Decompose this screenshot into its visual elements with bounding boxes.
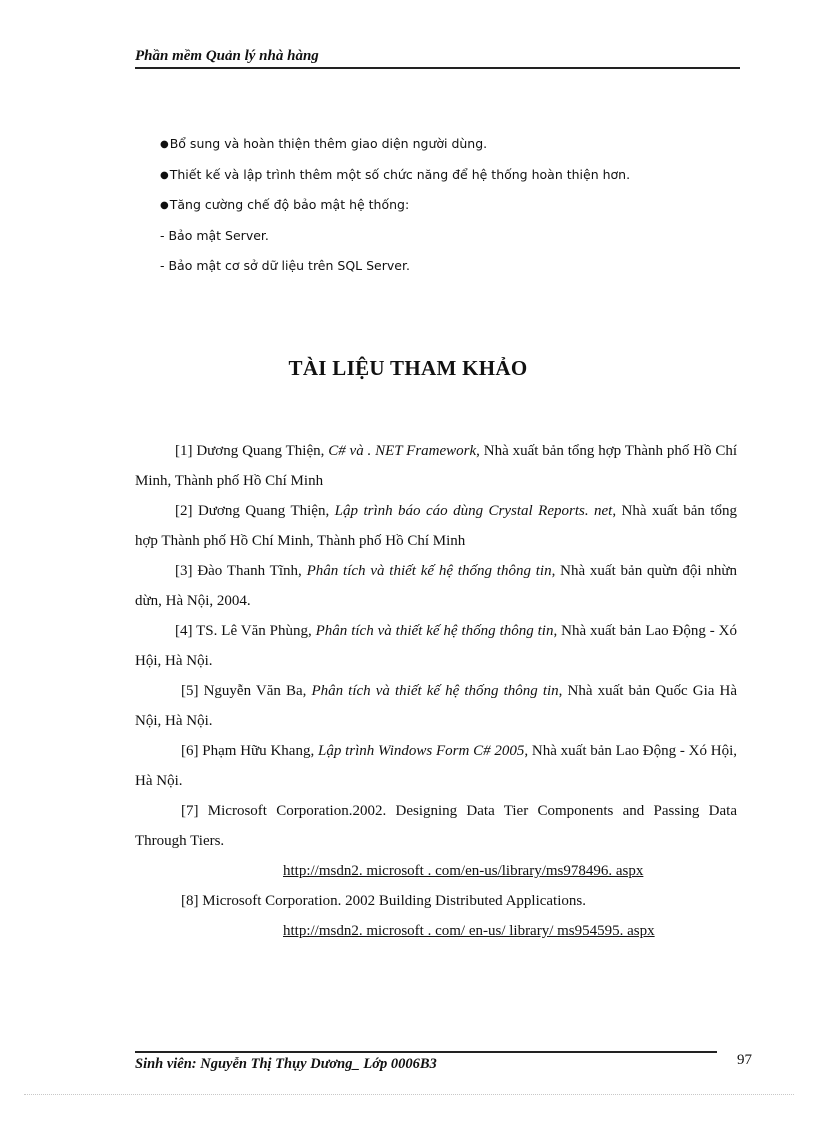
reference-link[interactable]: http://msdn2. microsoft . com/en-us/library/ms978496. aspx xyxy=(283,863,644,879)
reference-list xyxy=(135,436,737,946)
reference-item: [6] Phạm Hữu Khang, Lập trình Windows Form C# 2005, Nhà xuất bản Lao Động - Xó Hội, Hà Nội. xyxy=(135,743,738,789)
section-title: TÀI LIỆU THAM KHẢO xyxy=(288,356,528,380)
reference-link[interactable]: http://msdn2. microsoft . com/ en-us/ library/ ms954595. aspx xyxy=(283,923,655,939)
bullet-dot-icon: ● xyxy=(160,139,169,150)
footer-author: Sinh viên: Nguyễn Thị Thụy Dương_ Lớp 0006B3 xyxy=(135,1056,437,1072)
reference-item: [8] Microsoft Corporation. 2002 Building Distributed Applications. xyxy=(181,893,586,909)
reference-url[interactable] xyxy=(135,916,737,946)
page-number: 97 xyxy=(737,1052,752,1068)
bullet-item: ●Thiết kế và lập trình thêm một số chức năng để hệ thống hoàn thiện hơn. xyxy=(160,166,631,182)
reference-item: [4] TS. Lê Văn Phùng, Phân tích và thiết kế hệ thống thông tin, Nhà xuất bản Lao Động - Xó Hội, Hà Nội. xyxy=(135,623,737,669)
page-edge-divider xyxy=(24,1094,794,1095)
reference-item: [3] Đào Thanh Tĩnh, Phân tích và thiết kế hệ thống thông tin, Nhà xuất bản quừn đội nhừn dừn, Hà Nội, 2004. xyxy=(135,563,738,609)
sub-item: - Bảo mật cơ sở dữ liệu trên SQL Server. xyxy=(160,258,410,273)
reference-item: [2] Dương Quang Thiện, Lập trình báo cáo dùng Crystal Reports. net, Nhà xuất bản tổng hợp Thành phố Hồ Chí Minh, Thành phố Hồ Chí Minh xyxy=(135,503,738,549)
sub-item: - Bảo mật Server. xyxy=(160,227,269,243)
footer-rule xyxy=(135,1051,717,1053)
page-header xyxy=(135,48,740,69)
bullet-dot-icon: ● xyxy=(160,200,169,211)
bullet-dot-icon: ● xyxy=(160,169,169,181)
bullet-list xyxy=(160,134,760,287)
bullet-item: ●Tăng cường chế độ bảo mật hệ thống: xyxy=(160,197,410,212)
reference-item: [1] Dương Quang Thiện, C# và . NET Framework, Nhà xuất bản tổng hợp Thành phố Hồ Chí Minh, Thành phố Hồ Chí Minh xyxy=(135,443,738,489)
reference-item: [5] Nguyễn Văn Ba, Phân tích và thiết kế hệ thống thông tin, Nhà xuất bản Quốc Gia Hà Nội, Hà Nội. xyxy=(135,683,737,729)
reference-item: [7] Microsoft Corporation.2002. Designing Data Tier Components and Passing Data Through Tiers. xyxy=(135,803,737,849)
bullet-item: ●Bổ sung và hoàn thiện thêm giao diện người dùng. xyxy=(160,136,488,151)
header-title: Phần mềm Quản lý nhà hàng xyxy=(135,48,319,64)
reference-url[interactable] xyxy=(135,856,737,886)
